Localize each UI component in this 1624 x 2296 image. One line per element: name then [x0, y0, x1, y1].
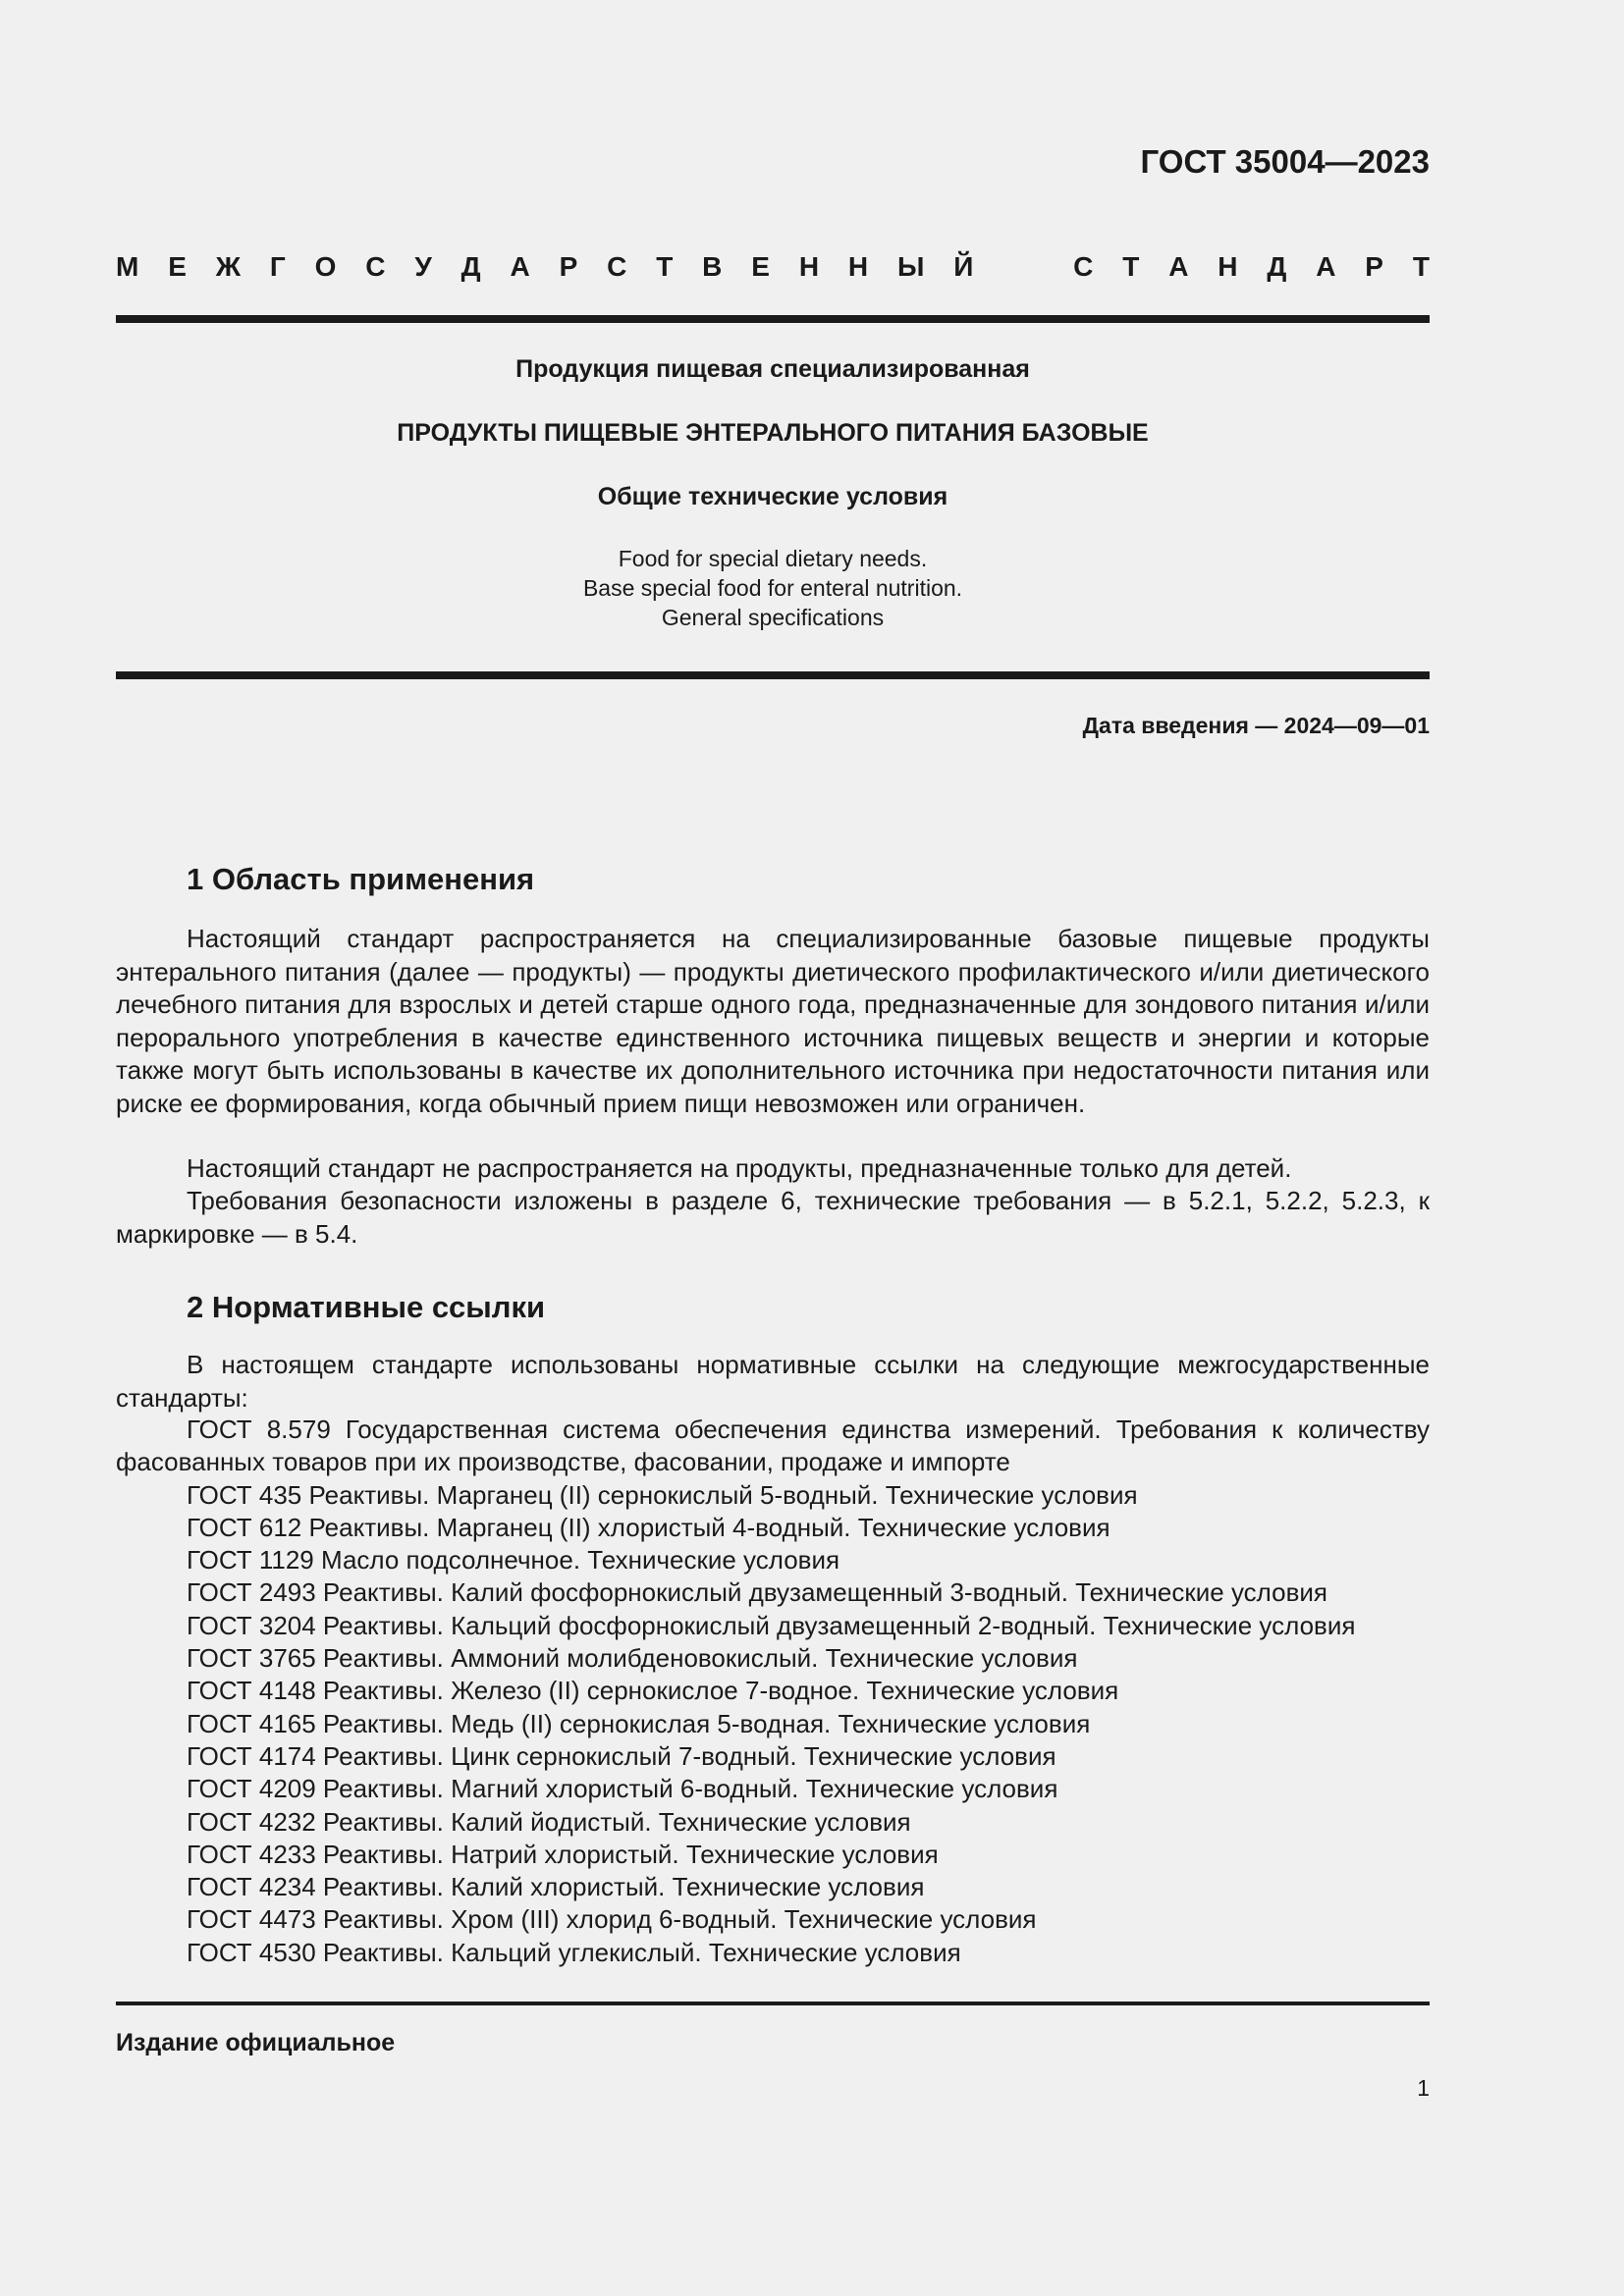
- top-rule: [116, 315, 1430, 323]
- title-english-line-3: General specifications: [661, 605, 885, 630]
- reference-item: ГОСТ 4209 Реактивы. Магний хлористый 6-водный. Технические условия: [187, 1774, 1058, 1804]
- reference-item: ГОСТ 3204 Реактивы. Кальций фосфорнокислый двузамещенный 2-водный. Технические условия: [187, 1610, 1356, 1640]
- reference-item: ГОСТ 1129 Масло подсолнечное. Технические условия: [187, 1545, 840, 1575]
- title-english-line-1: Food for special dietary needs.: [618, 546, 928, 571]
- reference-item: ГОСТ 4233 Реактивы. Натрий хлористый. Технические условия: [187, 1839, 939, 1869]
- introduction-date: Дата введения — 2024—09—01: [1082, 713, 1430, 738]
- section-2-intro: В настоящем стандарте использованы нормативные ссылки на следующие межгосударственные стандарты:: [116, 1350, 1430, 1413]
- reference-item: ГОСТ 4234 Реактивы. Калий хлористый. Технические условия: [187, 1872, 925, 1902]
- standard-type-heading: М Е Ж Г О С У Д А Р С Т В Е Н Н Ы Й С Т А Н Д А Р Т: [116, 251, 1430, 282]
- section-2-heading: 2 Нормативные ссылки: [187, 1290, 546, 1324]
- reference-item: ГОСТ 8.579 Государственная система обеспечения единства измерений. Требования к количеству фасованных товаров при их производстве, фасовании, продаже и импорте: [116, 1415, 1430, 1477]
- section-1-paragraph-1: Настоящий стандарт распространяется на специализированные базовые пищевые продукты энтерального питания (далее — продукты) — продукты диетического профилактического и/или диетического лечебного питания для взрослых и детей старше одного года, предназначенные для зондового питания и/или перорального употребления в качестве единственного источника пищевых веществ и энергии и которые также могут быть использованы в качестве их дополнительного источника при недостаточности питания или риске ее формирования, когда обычный прием пищи невозможен или ограничен.: [116, 924, 1430, 1118]
- title-main: ПРОДУКТЫ ПИЩЕВЫЕ ЭНТЕРАЛЬНОГО ПИТАНИЯ БАЗОВЫЕ: [397, 419, 1149, 447]
- reference-item: ГОСТ 2493 Реактивы. Калий фосфорнокислый двузамещенный 3-водный. Технические условия: [187, 1577, 1328, 1608]
- reference-item: ГОСТ 4165 Реактивы. Медь (II) сернокислая 5-водная. Технические условия: [187, 1708, 1091, 1738]
- reference-item: ГОСТ 435 Реактивы. Марганец (II) сернокислый 5-водный. Технические условия: [187, 1479, 1138, 1510]
- reference-item: ГОСТ 3765 Реактивы. Аммоний молибденовокислый. Технические условия: [187, 1643, 1078, 1674]
- normative-references-list: [116, 1414, 1430, 1969]
- title-category: Продукция пищевая специализированная: [515, 355, 1030, 383]
- page-number: 1: [1417, 2075, 1430, 2101]
- standard-number: ГОСТ 35004—2023: [1140, 143, 1430, 180]
- reference-item: ГОСТ 612 Реактивы. Марганец (II) хлористый 4-водный. Технические условия: [187, 1512, 1110, 1542]
- title-english: [116, 544, 1430, 632]
- word-gap: [1002, 251, 1044, 283]
- title-english-line-2: Base special food for enteral nutrition.: [582, 575, 963, 601]
- reference-item: ГОСТ 4174 Реактивы. Цинк сернокислый 7-водный. Технические условия: [187, 1740, 1056, 1771]
- reference-item: ГОСТ 4473 Реактивы. Хром (III) хлорид 6-водный. Технические условия: [187, 1904, 1037, 1935]
- reference-item: ГОСТ 4530 Реактивы. Кальций углекислый. Технические условия: [187, 1937, 961, 1967]
- reference-item: ГОСТ 4232 Реактивы. Калий йодистый. Технические условия: [187, 1806, 911, 1837]
- title-subtitle: Общие технические условия: [597, 483, 948, 510]
- section-1-paragraph-2: Настоящий стандарт не распространяется на продукты, предназначенные только для детей.: [187, 1153, 1292, 1183]
- official-edition-label: Издание официальное: [116, 2029, 396, 2056]
- footer-rule: [116, 2002, 1430, 2005]
- reference-item: ГОСТ 4148 Реактивы. Железо (II) сернокислое 7-водное. Технические условия: [187, 1676, 1119, 1706]
- section-1-paragraph-3: Требования безопасности изложены в разделе 6, технические требования — в 5.2.1, 5.2.2, 5.2.3, к маркировке — в 5.4.: [116, 1186, 1430, 1249]
- section-1-heading: 1 Область применения: [187, 862, 535, 896]
- title-bottom-rule: [116, 671, 1430, 679]
